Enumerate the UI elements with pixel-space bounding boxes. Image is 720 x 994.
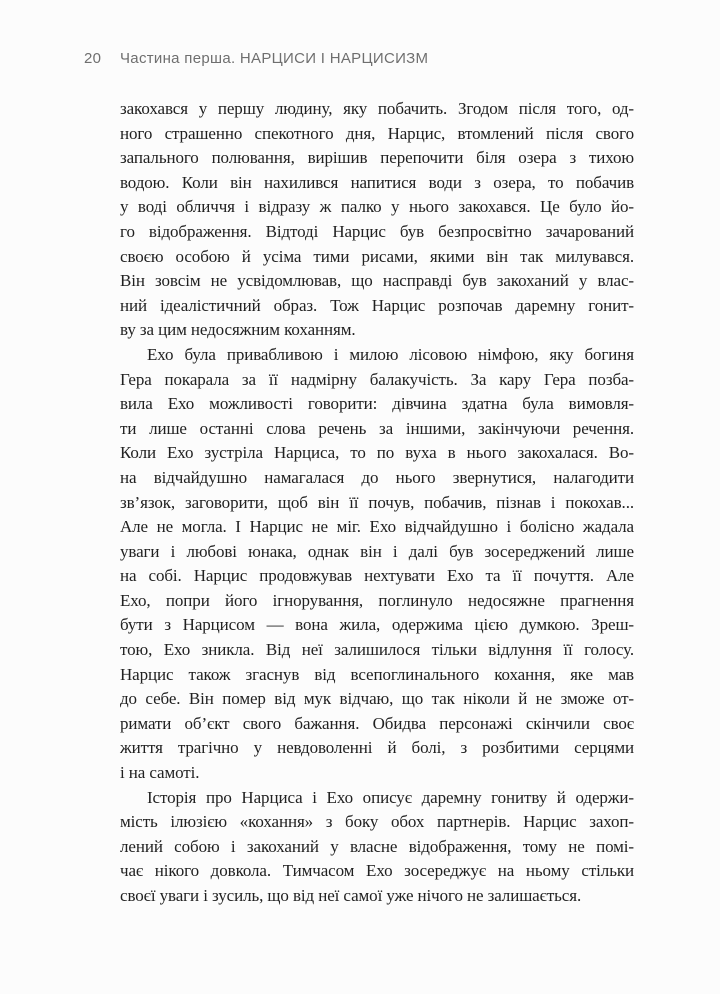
text-line: лений собою і закоханий у власне відображення, тому не помі- — [120, 836, 634, 856]
text-line: ти лише останні слова речень за іншими, закінчуючи речення. — [120, 418, 634, 438]
text-line: закохався у першу людину, яку побачить. Згодом після того, од- — [120, 99, 634, 118]
text-line: запального полювання, вирішив перепочити біля озера з тихою — [120, 148, 634, 168]
text-line: Але не могла. І Нарцис не міг. Ехо відчайдушно і болісно жадала — [120, 517, 634, 537]
text-line: ву за цим недосяжним коханням. — [120, 320, 356, 340]
text-line: вила Ехо можливості говорити: дівчина здатна була вимовля- — [120, 394, 634, 414]
text-line: ний ідеалістичний образ. Тож Нарцис розпочав даремну гонит- — [120, 295, 634, 315]
text-line: Ехо, попри його ігнорування, поглинуло недосяжне прагнення — [120, 590, 634, 610]
page-text — [120, 97, 634, 909]
text-line: Історія про Нарциса і Ехо описує даремну гонитву й одержи- — [147, 787, 634, 807]
text-line: римати об’єкт свого бажання. Обидва персонажі скінчили своє — [120, 713, 634, 733]
text-line: мість ілюзією «кохання» з боку обох партнерів. Нарцис захоп- — [120, 812, 634, 832]
text-line: своєї уваги і зусиль, що від неї самої уже нічого не залишається. — [120, 886, 582, 905]
text-line: своєю особою й усіма тими рисами, якими він так милувався. — [120, 246, 634, 266]
text-line: Він зовсім не усвідомлював, що насправді був закоханий у влас- — [120, 271, 634, 291]
text-line: бути з Нарцисом — вона жила, одержима цією думкою. Зреш- — [120, 615, 634, 635]
text-line: ного страшенно спекотного дня, Нарцис, втомлений після свого — [120, 123, 634, 143]
text-line: на відчайдушно намагалася до нього звернутися, налагодити — [120, 467, 634, 487]
text-line: до себе. Він помер від мук відчаю, що так ніколи й не зможе от- — [120, 689, 634, 709]
text-line: Коли Ехо зустріла Нарциса, то по вуха в нього закохалася. Во- — [120, 443, 634, 463]
text-line: Гера покарала за її надмірну балакучість. За кару Гера позба- — [120, 369, 634, 389]
text-line: го відображення. Відтоді Нарцис був безпросвітно зачарований — [120, 221, 634, 241]
text-line: у воді обличчя і відразу ж палко у нього закохався. Це було йо- — [120, 197, 634, 217]
text-line: на собі. Нарцис продовжував нехтувати Ехо та її почуття. Але — [120, 566, 634, 586]
text-line: Ехо була привабливою і милою лісовою німфою, яку богиня — [147, 344, 634, 364]
page-number: 20 — [84, 50, 102, 67]
text-line: Нарцис також згаснув від всепоглинального кохання, яке мав — [120, 664, 634, 684]
text-line: тою, Ехо зникла. Від неї залишилося тільки відлуння її голосу. — [120, 640, 634, 660]
chapter-title: Частина перша. НАРЦИСИ І НАРЦИСИЗМ — [120, 50, 429, 67]
text-line: водою. Коли він нахилився напитися води з озера, то побачив — [120, 172, 634, 192]
text-line: життя трагічно у невдоволенні й болі, з розбитими серцями — [120, 738, 634, 758]
text-line: зв’язок, заговорити, щоб він її почув, побачив, пізнав і покохав... — [120, 492, 634, 512]
text-line: чає нікого довкола. Тимчасом Ехо зосереджує на ньому стільки — [120, 861, 634, 881]
text-line: і на самоті. — [120, 763, 200, 783]
page-header — [84, 50, 660, 68]
text-line: уваги і любові юнака, однак він і далі був зосереджений лише — [120, 541, 634, 561]
